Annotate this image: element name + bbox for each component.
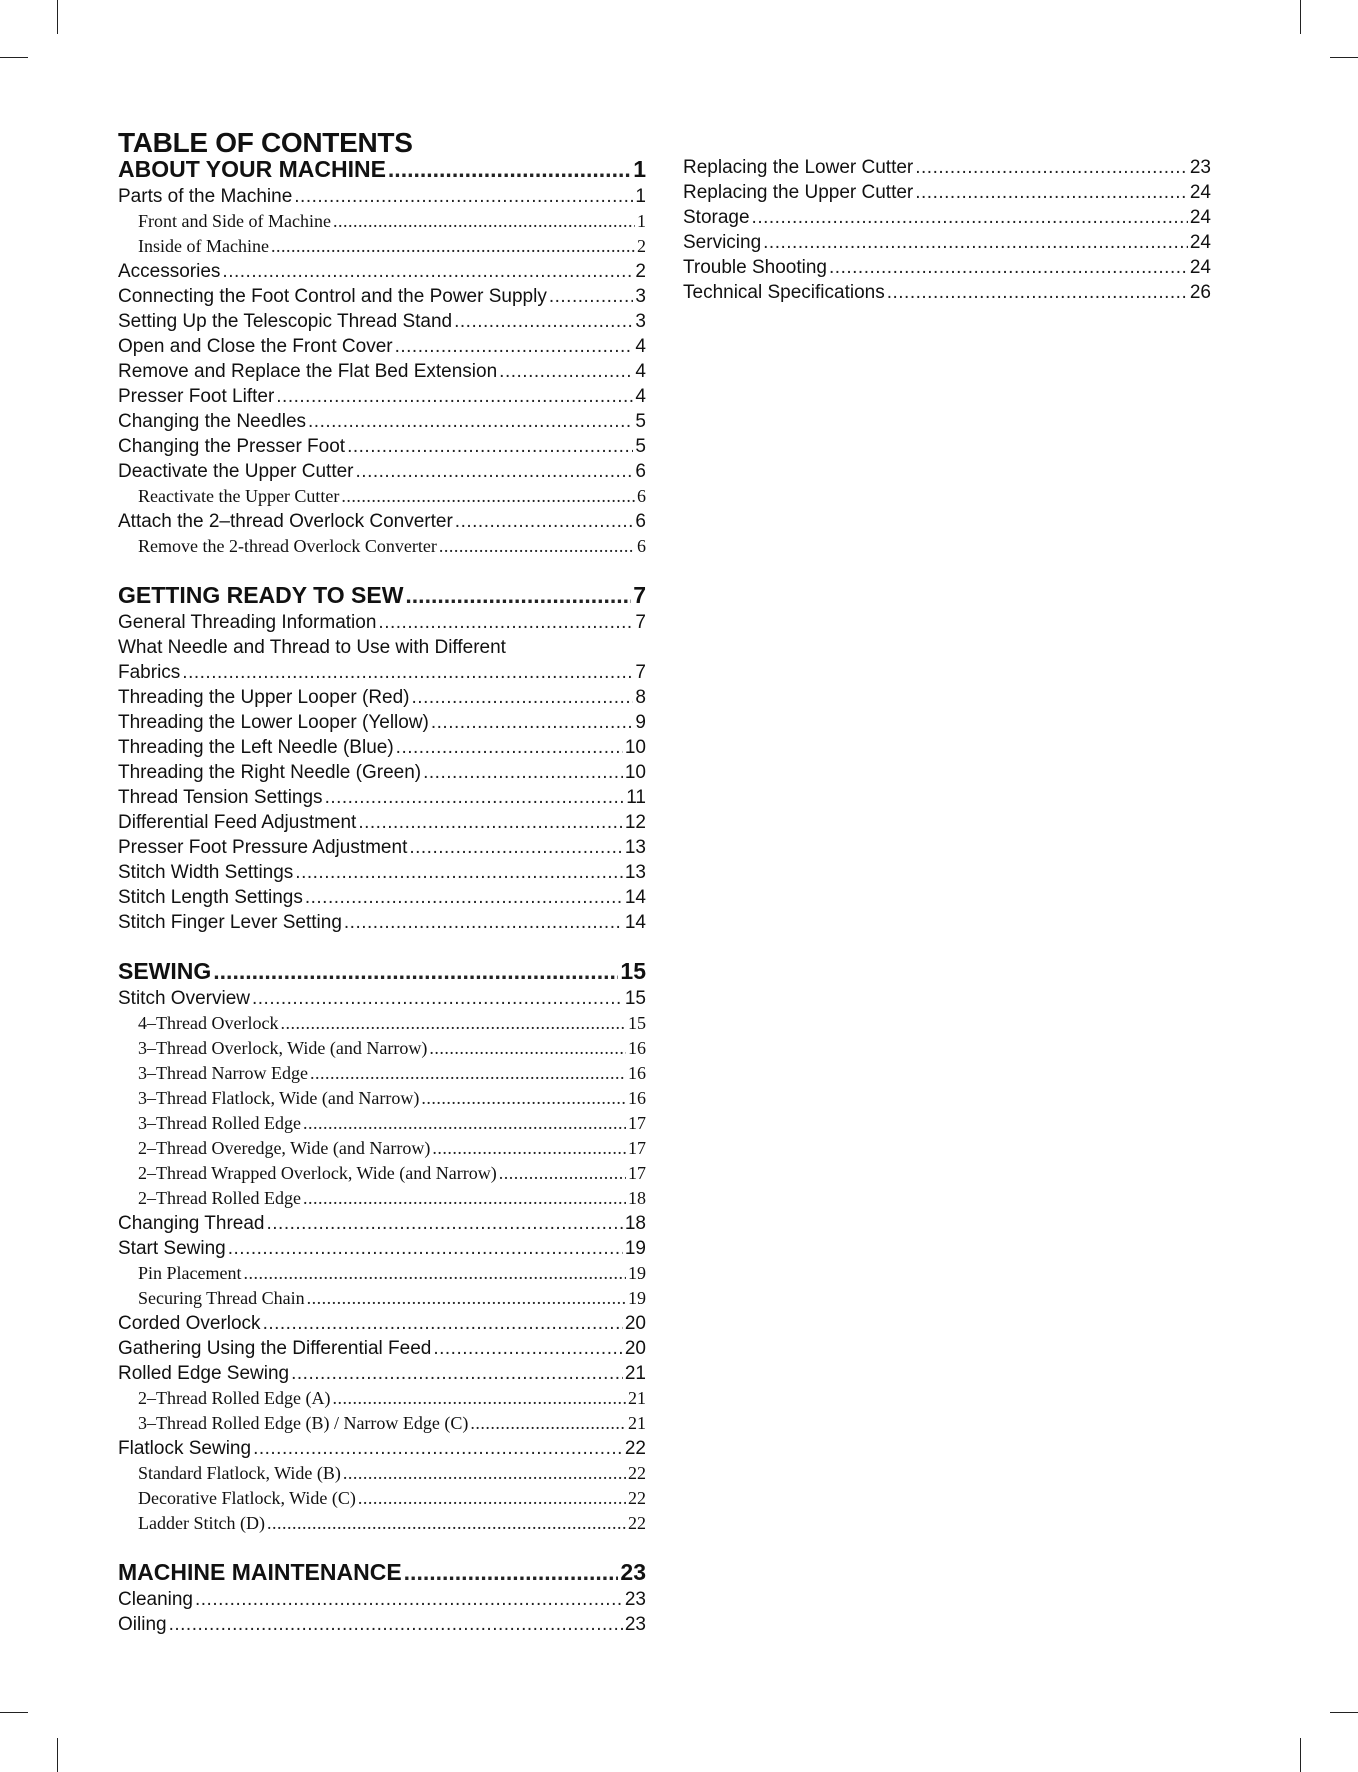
toc-page-number: 22 xyxy=(628,1463,646,1483)
toc-leader-dots xyxy=(429,1036,626,1061)
toc-entry[interactable] xyxy=(118,660,646,685)
toc-section-heading[interactable] xyxy=(118,957,646,985)
toc-page-number: 17 xyxy=(628,1138,646,1158)
toc-entry[interactable] xyxy=(683,180,1211,205)
crop-mark xyxy=(1300,1738,1301,1772)
toc-entry[interactable] xyxy=(118,1361,646,1386)
toc-entry-title: Inside of Machine xyxy=(138,236,269,256)
toc-page-number: 16 xyxy=(628,1063,646,1083)
toc-entry-title: Corded Overlock xyxy=(118,1313,261,1334)
toc-leader-dots xyxy=(303,1186,626,1211)
toc-page-number: 10 xyxy=(624,762,646,783)
toc-leader-dots xyxy=(455,509,634,534)
toc-entry-title: Trouble Shooting xyxy=(683,257,828,278)
toc-page-number: 10 xyxy=(624,737,646,758)
toc-subentry[interactable] xyxy=(118,484,646,509)
toc-leader-dots xyxy=(499,359,633,384)
toc-leader-dots xyxy=(358,810,623,835)
toc-entry-title: Servicing xyxy=(683,232,762,253)
toc-leader-dots xyxy=(271,234,635,259)
toc-leader-dots xyxy=(253,1436,623,1461)
toc-entry-title: Standard Flatlock, Wide (B) xyxy=(138,1463,341,1483)
toc-leader-dots xyxy=(378,610,633,635)
toc-leader-dots xyxy=(228,1236,623,1261)
toc-leader-dots xyxy=(358,1486,626,1511)
toc-page-number: 17 xyxy=(628,1113,646,1133)
toc-leader-dots xyxy=(433,1336,623,1361)
toc-subentry[interactable] xyxy=(118,209,646,234)
toc-subentry[interactable] xyxy=(118,1061,646,1086)
toc-entry[interactable] xyxy=(118,710,646,735)
toc-subentry[interactable] xyxy=(118,1136,646,1161)
toc-leader-dots xyxy=(356,459,634,484)
toc-page-number: 6 xyxy=(637,536,646,556)
toc-entry-title: MACHINE MAINTENANCE xyxy=(118,1559,402,1585)
toc-leader-dots xyxy=(332,1386,626,1411)
toc-page-number: 14 xyxy=(624,912,646,933)
toc-entry-title: Changing the Presser Foot xyxy=(118,436,346,457)
toc-entry[interactable] xyxy=(118,1436,646,1461)
toc-page-number: 22 xyxy=(628,1513,646,1533)
toc-leader-dots xyxy=(213,957,618,985)
toc-entry-title: Replacing the Upper Cutter xyxy=(683,182,914,203)
toc-page-number: 3 xyxy=(635,286,646,307)
toc-page-number: 19 xyxy=(624,1238,646,1259)
toc-leader-dots xyxy=(307,1286,626,1311)
toc-entry-title: Start Sewing xyxy=(118,1238,226,1259)
toc-subentry[interactable] xyxy=(118,1386,646,1411)
toc-page-number: 1 xyxy=(633,156,646,182)
toc-leader-dots xyxy=(310,1061,626,1086)
toc-entry-title: Oiling xyxy=(118,1614,167,1635)
toc-leader-dots xyxy=(195,1587,623,1612)
toc-entry[interactable] xyxy=(118,635,646,660)
toc-leader-dots xyxy=(303,1111,626,1136)
toc-page-number: 16 xyxy=(628,1088,646,1108)
toc-entry-title: Attach the 2–thread Overlock Converter xyxy=(118,511,453,532)
toc-entry[interactable] xyxy=(683,255,1211,280)
toc-leader-dots xyxy=(752,205,1188,230)
toc-entry-title: Securing Thread Chain xyxy=(138,1288,305,1308)
toc-entry-title: Replacing the Lower Cutter xyxy=(683,157,914,178)
toc-entry-title: 3–Thread Flatlock, Wide (and Narrow) xyxy=(138,1088,420,1108)
toc-subentry[interactable] xyxy=(118,1086,646,1111)
toc-page-number: 6 xyxy=(637,486,646,506)
toc-leader-dots xyxy=(267,1511,626,1536)
toc-entry-title: Accessories xyxy=(118,261,221,282)
toc-leader-dots xyxy=(405,581,631,609)
toc-entry[interactable] xyxy=(683,230,1211,255)
toc-leader-dots xyxy=(294,184,633,209)
toc-entry-title: Threading the Left Needle (Blue) xyxy=(118,737,394,758)
toc-leader-dots xyxy=(396,735,623,760)
crop-mark xyxy=(0,1712,28,1713)
toc-leader-dots xyxy=(454,309,633,334)
toc-leader-dots xyxy=(395,334,634,359)
toc-page-number: 19 xyxy=(628,1288,646,1308)
toc-entry-title: Flatlock Sewing xyxy=(118,1438,252,1459)
toc-entry-title: Changing the Needles xyxy=(118,411,307,432)
toc-entry[interactable] xyxy=(683,280,1211,305)
toc-entry[interactable] xyxy=(118,259,646,284)
toc-entry-title: Setting Up the Telescopic Thread Stand xyxy=(118,311,453,332)
toc-leader-dots xyxy=(404,1558,619,1586)
toc-leader-dots xyxy=(291,1361,623,1386)
toc-page-number: 21 xyxy=(624,1363,646,1384)
toc-entry-title: Decorative Flatlock, Wide (C) xyxy=(138,1488,356,1508)
toc-leader-dots xyxy=(243,1261,626,1286)
toc-leader-dots xyxy=(344,910,623,935)
toc-entry-title: Deactivate the Upper Cutter xyxy=(118,461,354,482)
toc-page-number: 2 xyxy=(635,261,646,282)
toc-entry[interactable] xyxy=(118,1612,646,1637)
toc-leader-dots xyxy=(280,1011,626,1036)
toc-subentry[interactable] xyxy=(118,1036,646,1061)
toc-leader-dots xyxy=(763,230,1188,255)
toc-leader-dots xyxy=(915,180,1188,205)
toc-entry-title: 2–Thread Wrapped Overlock, Wide (and Narrow) xyxy=(138,1163,497,1183)
toc-subentry[interactable] xyxy=(118,234,646,259)
crop-mark xyxy=(57,0,58,34)
toc-page-number: 24 xyxy=(1189,182,1211,203)
toc-leader-dots xyxy=(182,660,633,685)
toc-entry-title: Ladder Stitch (D) xyxy=(138,1513,265,1533)
toc-entry[interactable] xyxy=(118,610,646,635)
toc-entry-title: 4–Thread Overlock xyxy=(138,1013,279,1033)
toc-entry[interactable] xyxy=(118,1311,646,1336)
toc-entry-title: SEWING xyxy=(118,958,212,984)
toc-entry[interactable] xyxy=(683,205,1211,230)
toc-page-number: 1 xyxy=(635,186,646,207)
toc-leader-dots xyxy=(325,785,625,810)
crop-mark xyxy=(1300,0,1301,34)
toc-page-number: 6 xyxy=(635,461,646,482)
toc-entry[interactable] xyxy=(118,284,646,309)
page-title: TABLE OF CONTENTS xyxy=(118,126,413,158)
toc-entry-title: Remove the 2-thread Overlock Converter xyxy=(138,536,437,556)
toc-page-number: 16 xyxy=(628,1038,646,1058)
toc-leader-dots xyxy=(222,259,633,284)
toc-entry-title: Reactivate the Upper Cutter xyxy=(138,486,340,506)
toc-entry[interactable] xyxy=(683,155,1211,180)
toc-entry-title: 3–Thread Narrow Edge xyxy=(138,1063,308,1083)
toc-leader-dots xyxy=(347,434,633,459)
toc-entry-title: Connecting the Foot Control and the Power Supply xyxy=(118,286,547,307)
toc-subentry[interactable] xyxy=(118,1486,646,1511)
toc-entry[interactable] xyxy=(118,334,646,359)
toc-entry-title: GETTING READY TO SEW xyxy=(118,582,404,608)
toc-entry-title: Stitch Width Settings xyxy=(118,862,294,883)
toc-page-number: 15 xyxy=(620,958,646,984)
toc-subentry[interactable] xyxy=(118,1511,646,1536)
toc-entry[interactable] xyxy=(118,685,646,710)
toc-page-number: 24 xyxy=(1189,257,1211,278)
toc-page-number: 21 xyxy=(628,1388,646,1408)
toc-entry[interactable] xyxy=(118,509,646,534)
crop-mark xyxy=(1330,1712,1358,1713)
toc-page-number: 7 xyxy=(633,582,646,608)
toc-entry-title: Differential Feed Adjustment xyxy=(118,812,357,833)
toc-subentry[interactable] xyxy=(118,534,646,559)
toc-page-number: 1 xyxy=(637,211,646,231)
toc-subentry[interactable] xyxy=(118,1461,646,1486)
toc-leader-dots xyxy=(432,1136,626,1161)
toc-leader-dots xyxy=(305,885,623,910)
toc-entry-title: 3–Thread Overlock, Wide (and Narrow) xyxy=(138,1038,428,1058)
toc-page-number: 13 xyxy=(624,862,646,883)
toc-section-heading[interactable] xyxy=(118,1558,646,1586)
toc-page-number: 6 xyxy=(635,511,646,532)
toc-leader-dots xyxy=(266,1211,622,1236)
toc-page-number: 4 xyxy=(635,361,646,382)
toc-page-number: 12 xyxy=(624,812,646,833)
toc-entry-title: 2–Thread Rolled Edge (A) xyxy=(138,1388,331,1408)
toc-page-number: 2 xyxy=(637,236,646,256)
toc-entry-title: Stitch Length Settings xyxy=(118,887,303,908)
toc-leader-dots xyxy=(439,534,635,559)
toc-page-number: 7 xyxy=(635,662,646,683)
toc-entry[interactable] xyxy=(118,434,646,459)
toc-page-number: 22 xyxy=(624,1438,646,1459)
toc-entry[interactable] xyxy=(118,1336,646,1361)
toc-entry-title: General Threading Information xyxy=(118,612,377,633)
toc-leader-dots xyxy=(295,860,623,885)
toc-leader-dots xyxy=(343,1461,626,1486)
toc-page-number: 14 xyxy=(624,887,646,908)
toc-page-number: 9 xyxy=(635,712,646,733)
toc-entry-title: Gathering Using the Differential Feed xyxy=(118,1338,432,1359)
toc-leader-dots xyxy=(263,1311,623,1336)
toc-entry-title: Presser Foot Pressure Adjustment xyxy=(118,837,408,858)
toc-section-heading[interactable] xyxy=(118,155,646,183)
toc-subentry[interactable] xyxy=(118,1111,646,1136)
toc-entry-title: Fabrics xyxy=(118,662,181,683)
crop-mark xyxy=(0,57,28,58)
toc-section-heading[interactable] xyxy=(118,581,646,609)
toc-leader-dots xyxy=(308,409,633,434)
toc-leader-dots xyxy=(412,685,634,710)
toc-entry-title: What Needle and Thread to Use with Different xyxy=(118,637,506,658)
crop-mark xyxy=(57,1738,58,1772)
toc-leader-dots xyxy=(169,1612,623,1637)
toc-page-number: 20 xyxy=(624,1313,646,1334)
toc-leader-dots xyxy=(887,280,1188,305)
toc-page-number: 18 xyxy=(628,1188,646,1208)
toc-page-number: 19 xyxy=(628,1263,646,1283)
toc-page-number: 21 xyxy=(628,1413,646,1433)
toc-page-number: 18 xyxy=(624,1213,646,1234)
toc-page-number: 22 xyxy=(628,1488,646,1508)
toc-entry-title: Storage xyxy=(683,207,750,228)
toc-left-column xyxy=(118,155,646,1637)
toc-leader-dots xyxy=(341,484,635,509)
toc-entry-title: Threading the Right Needle (Green) xyxy=(118,762,422,783)
toc-leader-dots xyxy=(423,760,623,785)
toc-entry[interactable] xyxy=(118,1236,646,1261)
toc-page-number: 26 xyxy=(1189,282,1211,303)
toc-leader-dots xyxy=(421,1086,626,1111)
toc-page-number: 15 xyxy=(624,988,646,1009)
toc-entry-title: Remove and Replace the Flat Bed Extension xyxy=(118,361,498,382)
toc-page-number: 24 xyxy=(1189,232,1211,253)
toc-entry[interactable] xyxy=(118,359,646,384)
toc-leader-dots xyxy=(915,155,1188,180)
toc-leader-dots xyxy=(829,255,1188,280)
toc-page-number: 20 xyxy=(624,1338,646,1359)
toc-entry-title: Rolled Edge Sewing xyxy=(118,1363,290,1384)
toc-entry[interactable] xyxy=(118,309,646,334)
toc-entry[interactable] xyxy=(118,459,646,484)
toc-entry-title: Technical Specifications xyxy=(683,282,885,303)
toc-page-number: 23 xyxy=(624,1589,646,1610)
toc-entry-title: Stitch Finger Lever Setting xyxy=(118,912,342,933)
toc-subentry[interactable] xyxy=(118,1286,646,1311)
toc-subentry[interactable] xyxy=(118,1011,646,1036)
toc-subentry[interactable] xyxy=(118,1411,646,1436)
toc-subentry[interactable] xyxy=(118,1161,646,1186)
toc-subentry[interactable] xyxy=(118,1186,646,1211)
toc-page-number: 23 xyxy=(1189,157,1211,178)
toc-entry-title: ABOUT YOUR MACHINE xyxy=(118,156,386,182)
toc-leader-dots xyxy=(333,209,635,234)
toc-entry[interactable] xyxy=(118,1587,646,1612)
toc-page-number: 7 xyxy=(635,612,646,633)
toc-leader-dots xyxy=(388,155,631,183)
toc-entry[interactable] xyxy=(118,735,646,760)
toc-entry[interactable] xyxy=(118,860,646,885)
toc-entry-title: Pin Placement xyxy=(138,1263,242,1283)
toc-page-number: 4 xyxy=(635,336,646,357)
toc-entry[interactable] xyxy=(118,184,646,209)
toc-entry-title: 2–Thread Rolled Edge xyxy=(138,1188,301,1208)
toc-entry[interactable] xyxy=(118,1211,646,1236)
toc-leader-dots xyxy=(252,986,623,1011)
toc-entry-title: Cleaning xyxy=(118,1589,193,1610)
toc-right-column xyxy=(683,155,1211,305)
toc-leader-dots xyxy=(276,384,633,409)
toc-entry-title: Thread Tension Settings xyxy=(118,787,323,808)
toc-entry-title: Front and Side of Machine xyxy=(138,211,331,231)
toc-page-number: 17 xyxy=(628,1163,646,1183)
crop-mark xyxy=(1330,57,1358,58)
toc-leader-dots xyxy=(409,835,623,860)
toc-entry-title: Changing Thread xyxy=(118,1213,265,1234)
toc-page-number: 23 xyxy=(624,1614,646,1635)
toc-page-number: 11 xyxy=(626,787,646,808)
toc-entry[interactable] xyxy=(118,885,646,910)
toc-leader-dots xyxy=(499,1161,626,1186)
toc-page-number: 23 xyxy=(620,1559,646,1585)
toc-entry-title: Parts of the Machine xyxy=(118,186,293,207)
toc-entry-title: Stitch Overview xyxy=(118,988,250,1009)
toc-page-number: 24 xyxy=(1189,207,1211,228)
toc-leader-dots xyxy=(470,1411,626,1436)
toc-entry-title: Threading the Upper Looper (Red) xyxy=(118,687,410,708)
toc-entry[interactable] xyxy=(118,835,646,860)
toc-entry[interactable] xyxy=(118,910,646,935)
toc-page-number: 4 xyxy=(635,386,646,407)
toc-entry[interactable] xyxy=(118,409,646,434)
toc-subentry[interactable] xyxy=(118,1261,646,1286)
toc-page-number: 8 xyxy=(635,687,646,708)
toc-entry[interactable] xyxy=(118,986,646,1011)
toc-entry[interactable] xyxy=(118,760,646,785)
toc-page-number: 5 xyxy=(635,411,646,432)
toc-entry[interactable] xyxy=(118,785,646,810)
toc-entry-title: 2–Thread Overedge, Wide (and Narrow) xyxy=(138,1138,431,1158)
toc-entry-title: Presser Foot Lifter xyxy=(118,386,275,407)
toc-leader-dots xyxy=(431,710,634,735)
toc-entry-title: Threading the Lower Looper (Yellow) xyxy=(118,712,429,733)
toc-page-number: 3 xyxy=(635,311,646,332)
toc-page-number: 5 xyxy=(635,436,646,457)
toc-entry-title: 3–Thread Rolled Edge (B) / Narrow Edge (C) xyxy=(138,1413,469,1433)
toc-page-number: 15 xyxy=(628,1013,646,1033)
toc-entry-title: Open and Close the Front Cover xyxy=(118,336,393,357)
toc-entry-title: 3–Thread Rolled Edge xyxy=(138,1113,301,1133)
toc-page-number: 13 xyxy=(624,837,646,858)
toc-leader-dots xyxy=(549,284,634,309)
toc-entry[interactable] xyxy=(118,384,646,409)
toc-entry[interactable] xyxy=(118,810,646,835)
